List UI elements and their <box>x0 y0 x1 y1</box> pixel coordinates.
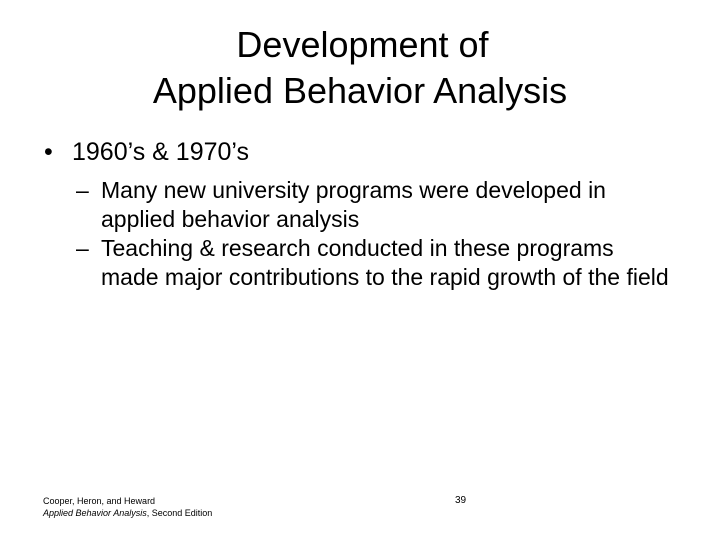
bullet-item <box>44 136 249 168</box>
bullet-marker: • <box>44 138 53 166</box>
bullet-text: 1960’s & 1970’s <box>72 138 250 166</box>
sub-bullet-item <box>76 176 676 234</box>
slide-title-line-2: Applied Behavior Analysis <box>152 70 568 111</box>
sub-bullet-text: Many new university programs were developed in applied behavior analysis <box>101 177 606 232</box>
slide-title <box>0 22 720 114</box>
slide-title-line-1: Development of <box>236 24 489 65</box>
footer-book <box>43 507 212 519</box>
sub-bullet-text: Teaching & research conducted in these programs made major contributions to the rapid growth of the field <box>101 235 669 290</box>
footer-authors: Cooper, Heron, and Heward <box>43 496 156 506</box>
page-number: 39 <box>455 495 467 506</box>
sub-bullet-marker: – <box>76 235 89 261</box>
footer-edition: , Second Edition <box>146 508 213 518</box>
footer-citation <box>43 495 212 519</box>
sub-bullet-list <box>76 176 676 292</box>
sub-bullet-item <box>76 234 676 292</box>
sub-bullet-marker: – <box>76 177 89 203</box>
footer-book-title: Applied Behavior Analysis <box>43 508 147 518</box>
